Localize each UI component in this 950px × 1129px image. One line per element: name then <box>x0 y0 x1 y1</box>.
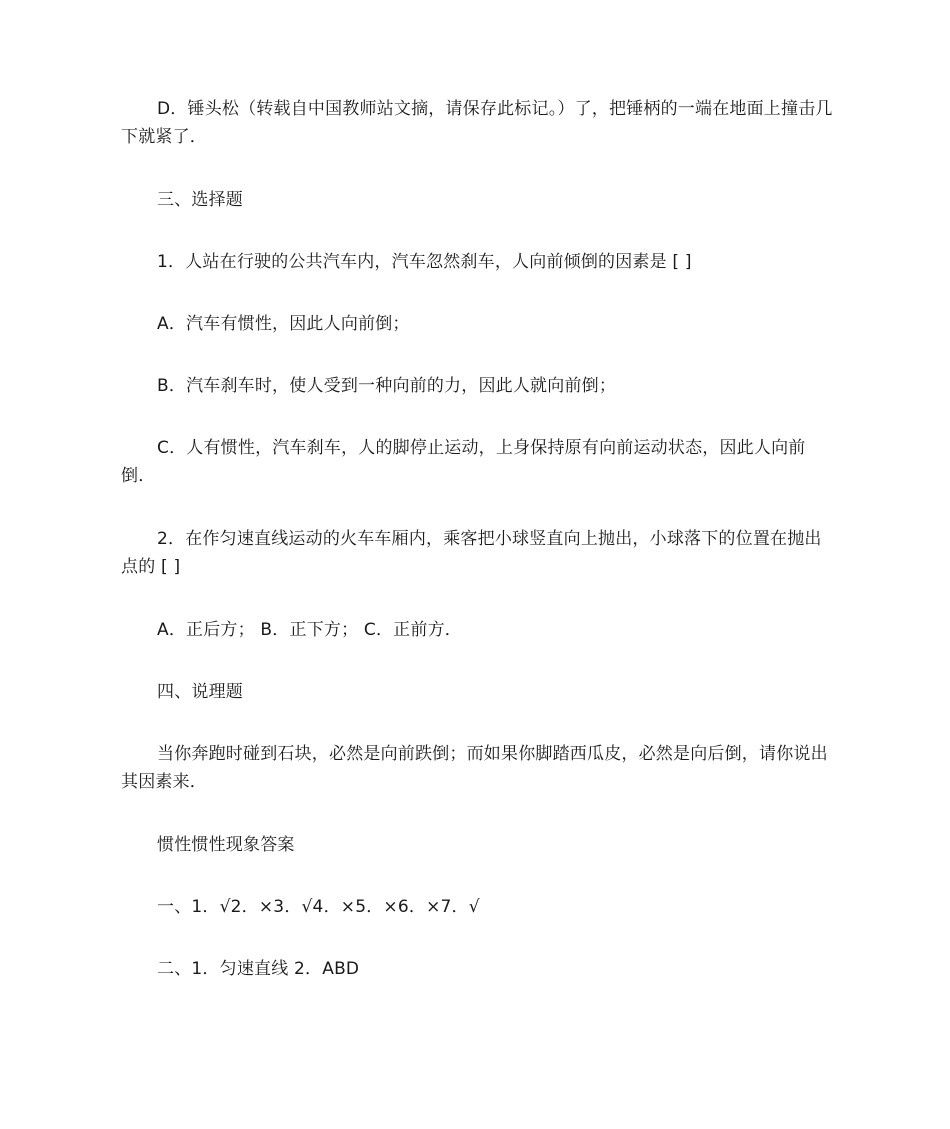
question-1-option-c: C．人有惯性，汽车刹车，人的脚停止运动，上身保持原有向前运动状态，因此人向前倒． <box>121 438 806 486</box>
answers-section-2: 二、1．匀速直线 2．ABD <box>157 959 360 979</box>
section-heading-multiple-choice: 三、选择题 <box>157 190 243 210</box>
reasoning-question: 当你奔跑时碰到石块，必然是向前跌倒；而如果你脚踏西瓜皮，必然是向后倒，请你说出其因素来． <box>121 744 828 792</box>
section-heading-reasoning: 四、说理题 <box>157 682 243 702</box>
question-2: 2．在作匀速直线运动的火车车厢内，乘客把小球竖直向上抛出，小球落下的位置在抛出点的 [ ] <box>121 529 822 577</box>
question-2-options: A．正后方； B．正下方； C．正前方． <box>157 620 462 640</box>
question-1-option-a: A．汽车有惯性，因此人向前倒； <box>157 314 410 334</box>
question-1-option-b: B．汽车刹车时，使人受到一种向前的力，因此人就向前倒； <box>157 376 617 396</box>
paragraph-option-d-hammer: D．锤头松（转载自中国教师站文摘，请保存此标记。）了，把锤柄的一端在地面上撞击几下就紧了． <box>121 99 833 147</box>
answers-heading: 惯性惯性现象答案 <box>157 835 295 855</box>
answers-section-1: 一、1．√2．×3．√4．×5．×6．×7．√ <box>157 897 480 917</box>
question-1: 1．人站在行驶的公共汽车内，汽车忽然刹车，人向前倾倒的因素是 [ ] <box>157 252 692 272</box>
